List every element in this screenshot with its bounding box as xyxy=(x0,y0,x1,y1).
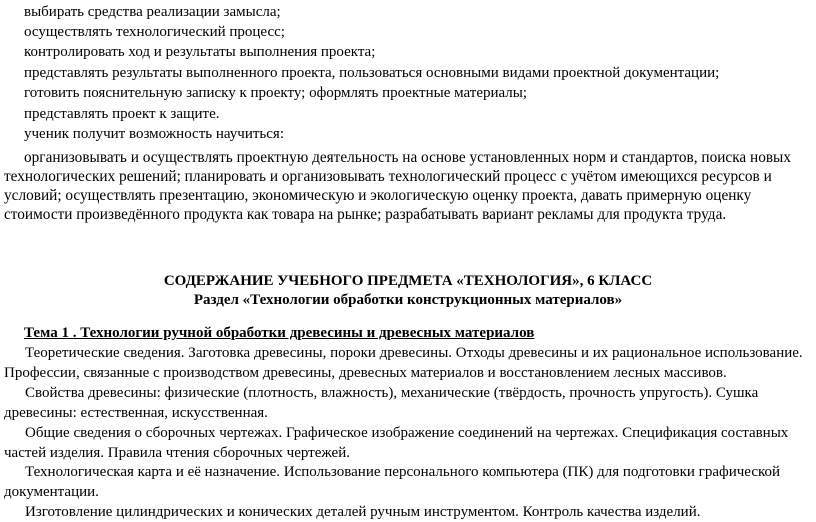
section-title: Раздел «Технологии обработки конструкционных материалов» xyxy=(193,292,623,308)
topic-title: Тема 1 . Технологии ручной обработки древесины и древесных материалов xyxy=(24,325,535,341)
skill-line: контролировать ход и результаты выполнения проекта; xyxy=(24,44,376,60)
topic-paragraph: Изготовление цилиндрических и конических деталей ручным инструментом. Контроль качества изделий. xyxy=(25,504,701,520)
skill-subheading: ученик получит возможность научиться: xyxy=(24,126,284,142)
content-title: СОДЕРЖАНИЕ УЧЕБНОГО ПРЕДМЕТА «ТЕХНОЛОГИЯ», 6 КЛАСС xyxy=(163,273,653,289)
skill-line: выбирать средства реализации замысла; xyxy=(24,4,281,20)
opportunity-paragraph: организовывать и осуществлять проектную деятельность на основе установленных норм и стандартов, поиска новых технологических решений; планировать и организовывать технологический процесс с учётом имеющихся ресурсов и условий; осуществлять презентацию, экономическую и экологическую оценку проекта, давать примерную оценку стоимости произведённого продукта как товара на рынке; разрабатывать вариант рекламы для продукта труда. xyxy=(4,149,791,223)
skill-line: готовить пояснительную записку к проекту; оформлять проектные материалы; xyxy=(24,85,528,101)
topic-paragraph: Свойства древесины: физические (плотность, влажность), механические (твёрдость, прочность упругость). Сушка древесины: естественная, искусственная. xyxy=(4,385,759,421)
skill-line: представлять результаты выполненного проекта, пользоваться основными видами проектной документации; xyxy=(24,65,720,81)
skill-line: представлять проект к защите. xyxy=(24,106,220,122)
topic-paragraph: Общие сведения о сборочных чертежах. Графическое изображение соединений на чертежах. Спецификация составных частей изделия. Правила чтения сборочных чертежей. xyxy=(4,425,789,461)
topic-paragraph: Теоретические сведения. Заготовка древесины, пороки древесины. Отходы древесины и их рациональное использование. Профессии, связанные с производством древесины, древесных материалов и восстановлением лесных массивов. xyxy=(4,345,803,381)
skill-line: осуществлять технологический процесс; xyxy=(24,24,285,40)
topic-paragraph: Технологическая карта и её назначение. Использование персонального компьютера (ПК) для подготовки графической документации. xyxy=(4,464,781,500)
